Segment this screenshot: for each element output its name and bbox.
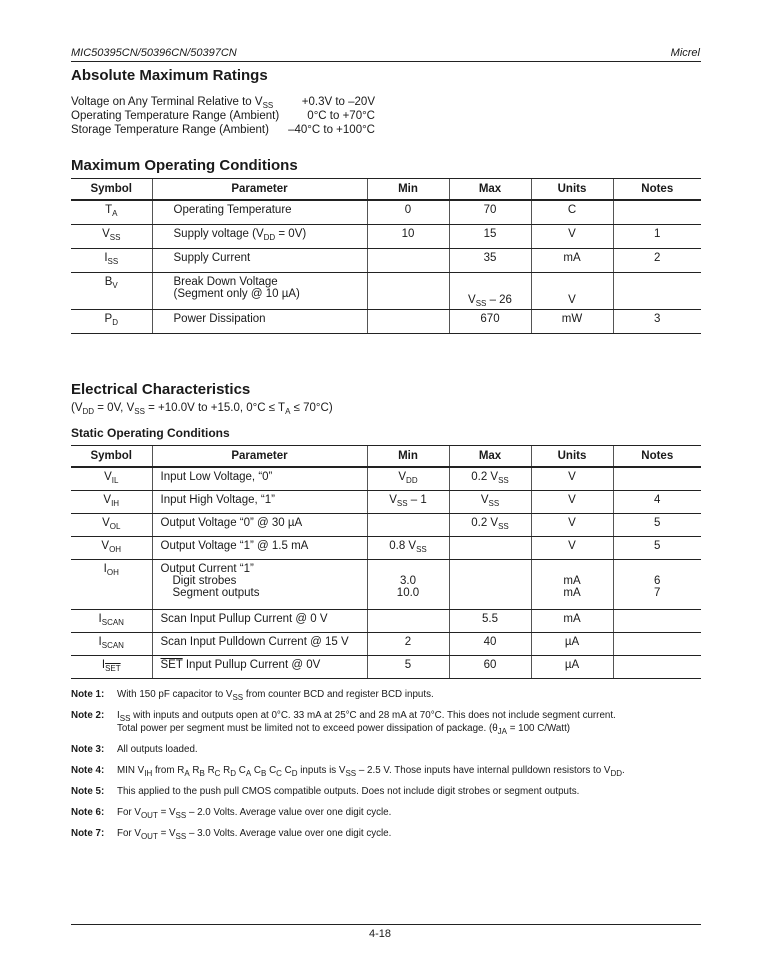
elec-char-title: Electrical Characteristics [71, 381, 251, 398]
note-4: Note 4: MIN $V_{IH}$ from $R_A$ $R_B$ $R_C$ $R_D$ $C_A$ $C_B$ $C_C$ $C_D$ inputs is $V_{SS} - 2.5$ V. Those inputs have internal pulldown resistors to $V_{DD}$. [71, 765, 625, 778]
abs-max-item: Operating Temperature Range (Ambient) 0°C to +70°C [71, 110, 375, 122]
table-row: $V_{OH}$ Output Voltage “1” @ 1.5 mA 0.8 $V_{SS}$ V 5 [71, 536, 701, 559]
table-row: $V_{OL}$ Output Voltage “0” @ 30 µA 0.2 $V_{SS}$ V 5 [71, 513, 701, 536]
table-row: $V_{IL}$ Input Low Voltage, “0” $V_{DD}$ 0.2 $V_{SS}$ V [71, 467, 701, 490]
note-6: Note 6: For $V_{OUT} = V_{SS} - 2.0$ Volts. Average value over one digit cycle. [71, 807, 392, 820]
page-number: 4-18 [368, 928, 392, 940]
table-row: $I_{SCAN}$ Scan Input Pullup Current @ 0 V 5.5 mA [71, 609, 701, 632]
table-row: $B_V$ Break Down Voltage (Segment only @ 10 µA) $V_{SS} - 26$ V [71, 272, 701, 309]
header-divider [71, 61, 701, 62]
brand-name: Micrel [670, 47, 700, 59]
table-row: $P_D$ Power Dissipation 670 mW 3 [71, 309, 701, 333]
abs-max-item: Voltage on Any Terminal Relative to $V_{SS}$ +0.3V to –20V [71, 96, 375, 110]
max-op-title: Maximum Operating Conditions [71, 157, 298, 174]
notes-list [71, 688, 711, 848]
table-row: $I_{SCAN}$ Scan Input Pulldown Current @ 15 V 2 40 µA [71, 632, 701, 655]
note-2: Note 2: $I_{SS}$ with inputs and outputs open at 0°C. 33 mA at 25°C and 28 mA at 70°C. This does not include segment current. Total power per segment must be limited not to exceed power dissipation of package. ($\theta_{JA} = 100$ C/Watt) [71, 710, 616, 736]
abs-max-list [71, 95, 375, 137]
table-row: $I_{OH}$ Output Current “1” Digit strobes Segment outputs 3.0 10.0 mA mA 6 7 [71, 559, 701, 609]
table-row: $I_{\overline{SET}}$ $\overline{SET}$ Input Pullup Current @ 0V 5 60 µA [71, 655, 701, 678]
footer-divider [71, 924, 701, 925]
note-5: Note 5: This applied to the push pull CMOS compatible outputs. Does not include digit strobes or segment outputs. [71, 786, 580, 797]
note-1: Note 1: With 150 pF capacitor to $V_{SS}$ from counter BCD and register BCD inputs. [71, 689, 434, 702]
table-row: $I_{SS}$ Supply Current 35 mA 2 [71, 248, 701, 272]
table-row: $V_{SS}$ Supply voltage $(V_{DD} = 0V)$ 10 15 V 1 [71, 224, 701, 248]
note-7: Note 7: For $V_{OUT} = V_{SS} - 3.0$ Volts. Average value over one digit cycle. [71, 828, 392, 841]
note-3: Note 3: All outputs loaded. [71, 744, 198, 755]
abs-max-title: Absolute Maximum Ratings [71, 67, 268, 84]
max-op-table [71, 178, 701, 334]
table-row: $T_A$ Operating Temperature 0 70 C [71, 200, 701, 224]
abs-max-item: Storage Temperature Range (Ambient) –40°C to +100°C [71, 124, 375, 136]
table-header-row: Symbol Parameter Min Max Units Notes [71, 179, 701, 201]
document-title: MIC50395CN/50396CN/50397CN [71, 47, 237, 59]
table-row: $V_{IH}$ Input High Voltage, “1” $V_{SS} - 1$ $V_{SS}$ V 4 [71, 490, 701, 513]
static-op-table [71, 445, 701, 679]
table-header-row: Symbol Parameter Min Max Units Notes [71, 446, 701, 468]
elec-conditions: ($V_{DD} = 0V$, $V_{SS} = +10.0V$ to +15.0, $0^\circ C \le T_A \le 70^\circ C$) [71, 402, 333, 416]
static-op-title: Static Operating Conditions [71, 426, 230, 440]
